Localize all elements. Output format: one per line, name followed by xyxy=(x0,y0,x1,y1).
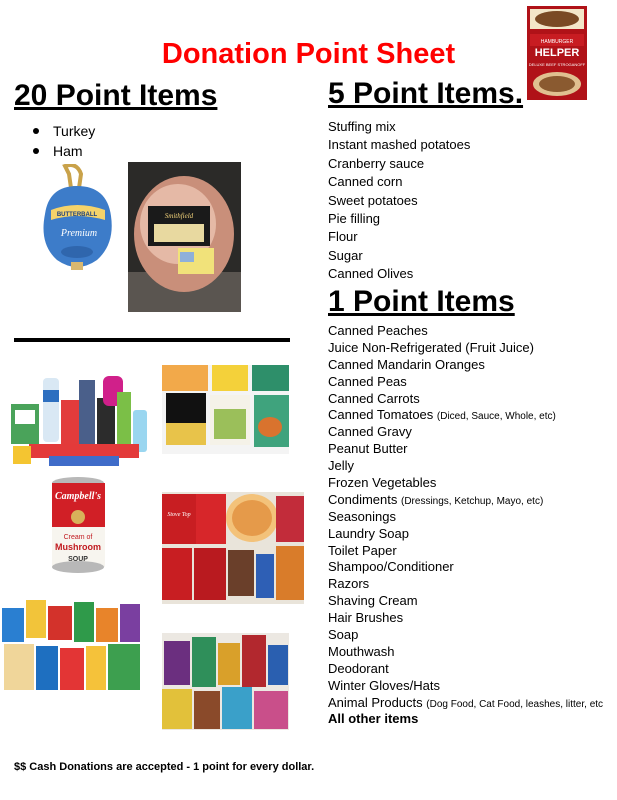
item-note: (Dog Food, Cat Food, leashes, litter, etc xyxy=(426,698,604,710)
one-point-heading: 1 Point Items xyxy=(328,285,515,318)
list-item: Instant mashed potatoes xyxy=(328,137,471,153)
svg-text:HELPER: HELPER xyxy=(534,47,580,59)
list-item: Laundry Soap xyxy=(328,525,409,541)
list-item: Canned Peaches xyxy=(328,323,428,338)
list-item: Razors xyxy=(328,576,370,592)
one-point-list xyxy=(328,323,603,728)
svg-text:Mushroom: Mushroom xyxy=(55,542,101,552)
five-point-heading: 5 Point Items. xyxy=(328,77,524,110)
canned-goods-image xyxy=(2,598,141,693)
svg-text:SOUP: SOUP xyxy=(68,556,88,563)
page-title: Donation Point Sheet xyxy=(161,38,456,70)
list-item: Shampoo/Conditioner xyxy=(328,559,454,575)
svg-text:BUTTERBALL: BUTTERBALL xyxy=(56,212,98,218)
list-item: Canned Peas xyxy=(328,373,407,389)
list-item: Cranberry sauce xyxy=(328,155,425,171)
list-item: Canned corn xyxy=(328,174,403,190)
five-point-list xyxy=(328,118,470,284)
list-item: Ham xyxy=(33,141,95,161)
list-item: Animal Products (Dog Food, Cat Food, leashes, litter, etc xyxy=(328,694,604,710)
svg-text:Stove Top: Stove Top xyxy=(167,512,191,518)
ham-image xyxy=(128,162,241,312)
hamburger-helper-image xyxy=(527,6,587,100)
stuffing-items-image xyxy=(162,492,304,604)
section-divider xyxy=(14,338,290,342)
list-item: Canned Gravy xyxy=(328,424,412,440)
toiletries-image xyxy=(9,370,160,468)
list-item: Canned Olives xyxy=(328,266,414,282)
list-item: Canned Tomatoes (Diced, Sauce, Whole, etc) xyxy=(328,407,556,423)
list-item: Frozen Vegetables xyxy=(328,475,437,491)
list-item: Sweet potatoes xyxy=(328,192,418,208)
svg-text:Campbell's: Campbell's xyxy=(54,491,102,502)
list-item: Seasonings xyxy=(328,508,396,524)
item-note: (Dressings, Ketchup, Mayo, etc) xyxy=(401,495,544,507)
list-item: Flour xyxy=(328,229,358,245)
list-item: Shaving Cream xyxy=(328,593,418,609)
list-item: Mouthwash xyxy=(328,643,395,659)
list-item-last: All other items xyxy=(328,711,419,727)
svg-text:DELUXE BEEF STROGANOFF: DELUXE BEEF STROGANOFF xyxy=(528,62,586,67)
list-item: Turkey xyxy=(33,121,95,141)
svg-text:Premium: Premium xyxy=(60,228,98,239)
list-item: Peanut Butter xyxy=(328,441,408,457)
svg-text:Smithfield: Smithfield xyxy=(164,212,194,220)
frozen-vegetables-image xyxy=(162,365,289,454)
list-item: Juice Non-Refrigerated (Fruit Juice) xyxy=(328,339,534,355)
list-item: Winter Gloves/Hats xyxy=(328,677,440,693)
pet-food-image xyxy=(162,633,289,730)
item-note: (Diced, Sauce, Whole, etc) xyxy=(436,411,556,423)
list-item: Stuffing mix xyxy=(328,119,396,134)
list-item: Soap xyxy=(328,627,359,643)
twenty-point-heading: 20 Point Items xyxy=(14,79,218,112)
list-item: Condiments (Dressings, Ketchup, Mayo, etc) xyxy=(328,491,544,507)
soup-can-image xyxy=(50,475,107,575)
list-item: Jelly xyxy=(328,458,355,474)
list-item: Hair Brushes xyxy=(328,610,404,626)
list-item: Canned Carrots xyxy=(328,390,420,406)
list-item: Toilet Paper xyxy=(328,542,397,558)
turkey-image xyxy=(35,164,119,272)
list-item: Deodorant xyxy=(328,660,389,676)
twenty-point-list xyxy=(33,121,95,161)
list-item: Pie filling xyxy=(328,210,381,226)
list-item: Sugar xyxy=(328,247,363,263)
cash-donation-note: $$ Cash Donations are accepted - 1 point for every dollar. xyxy=(14,761,315,773)
svg-text:Cream of: Cream of xyxy=(63,534,93,541)
svg-text:HAMBURGER: HAMBURGER xyxy=(540,39,574,45)
list-item: Canned Mandarin Oranges xyxy=(328,356,485,372)
